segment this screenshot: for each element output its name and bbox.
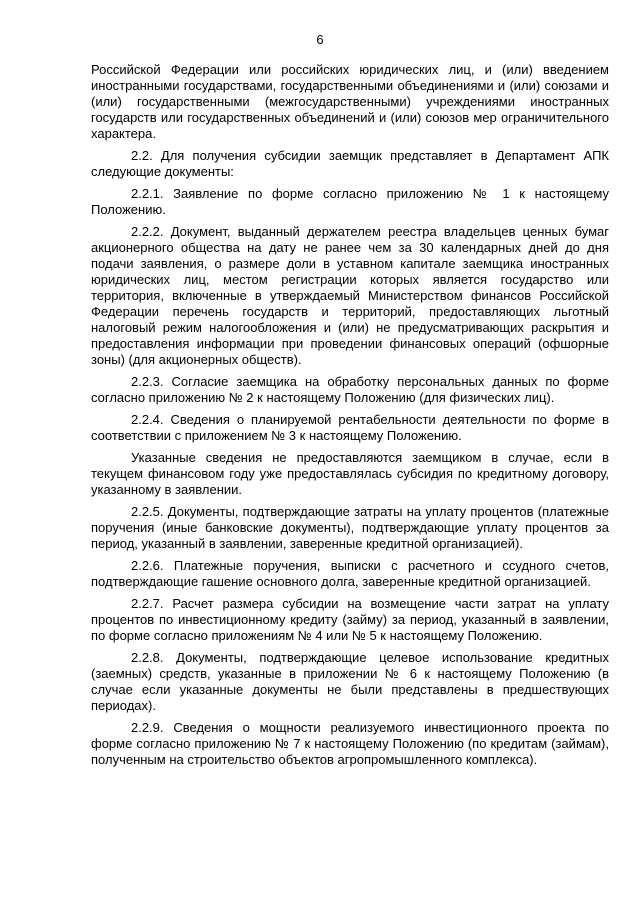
paragraph-2-2-8: 2.2.8. Документы, подтверждающие целевое использование кредитных (заемных) средств, указанные в приложении № 6 к настоящему Положению (в случае если указанные документы не были представлены в предшествующих периодах). [91,650,609,713]
document-body [91,62,609,774]
paragraph-2-2-4-note: Указанные сведения не предоставляются заемщиком в случае, если в текущем финансовом году уже предоставлялась субсидия по кредитному договору, указанному в заявлении. [91,450,609,497]
paragraph-2-2-1: 2.2.1. Заявление по форме согласно приложению № 1 к настоящему Положению. [91,186,609,217]
page-number: 6 [316,32,324,47]
paragraph-2-2-9: 2.2.9. Сведения о мощности реализуемого инвестиционного проекта по форме согласно приложению № 7 к настоящему Положению (по кредитам (займам), полученным на строительство объектов агропромышленного комплекса). [91,720,609,767]
paragraph-2-2-4: 2.2.4. Сведения о планируемой рентабельности деятельности по форме в соответствии с приложением № 3 к настоящему Положению. [91,412,609,443]
paragraph-2-2-7: 2.2.7. Расчет размера субсидии на возмещение части затрат на уплату процентов по инвестиционному кредиту (займу) за период, указанный в заявлении, по форме согласно приложениям № 4 или № 5 к настоящему Положению. [91,596,609,643]
paragraph-2-2: 2.2. Для получения субсидии заемщик представляет в Департамент АПК следующие документы: [91,148,609,179]
paragraph-2-2-2: 2.2.2. Документ, выданный держателем реестра владельцев ценных бумаг акционерного общества на дату не ранее чем за 30 календарных дней до дня подачи заявления, о размере доли в уставном капитале заемщика иностранных юридических лиц, местом регистрации которых является государство или территория, включенные в утверждаемый Министерством финансов Российской Федерации перечень государств и территорий, предоставляющих льготный налоговый режим налогообложения и (или) не предусматривающих раскрытия и предоставления информации при проведении финансовых операций (офшорные зоны) (для акционерных обществ). [91,224,609,367]
paragraph-2-2-6: 2.2.6. Платежные поручения, выписки с расчетного и ссудного счетов, подтверждающие гашение основного долга, заверенные кредитной организацией. [91,558,609,589]
paragraph-2-2-3: 2.2.3. Согласие заемщика на обработку персональных данных по форме согласно приложению № 2 к настоящему Положению (для физических лиц). [91,374,609,405]
paragraph-2-2-5: 2.2.5. Документы, подтверждающие затраты на уплату процентов (платежные поручения (иные банковские документы), подтверждающие уплату процентов за период, указанный в заявлении, заверенные кредитной организацией). [91,504,609,551]
paragraph-continuation: Российской Федерации или российских юридических лиц, и (или) введением иностранными государствами, государственными объединениями и (или) союзами и (или) государственными (межгосударственными) учреждениями иностранных государств или государственных объединений и (или) союзов мер ограничительного характера. [91,62,609,141]
